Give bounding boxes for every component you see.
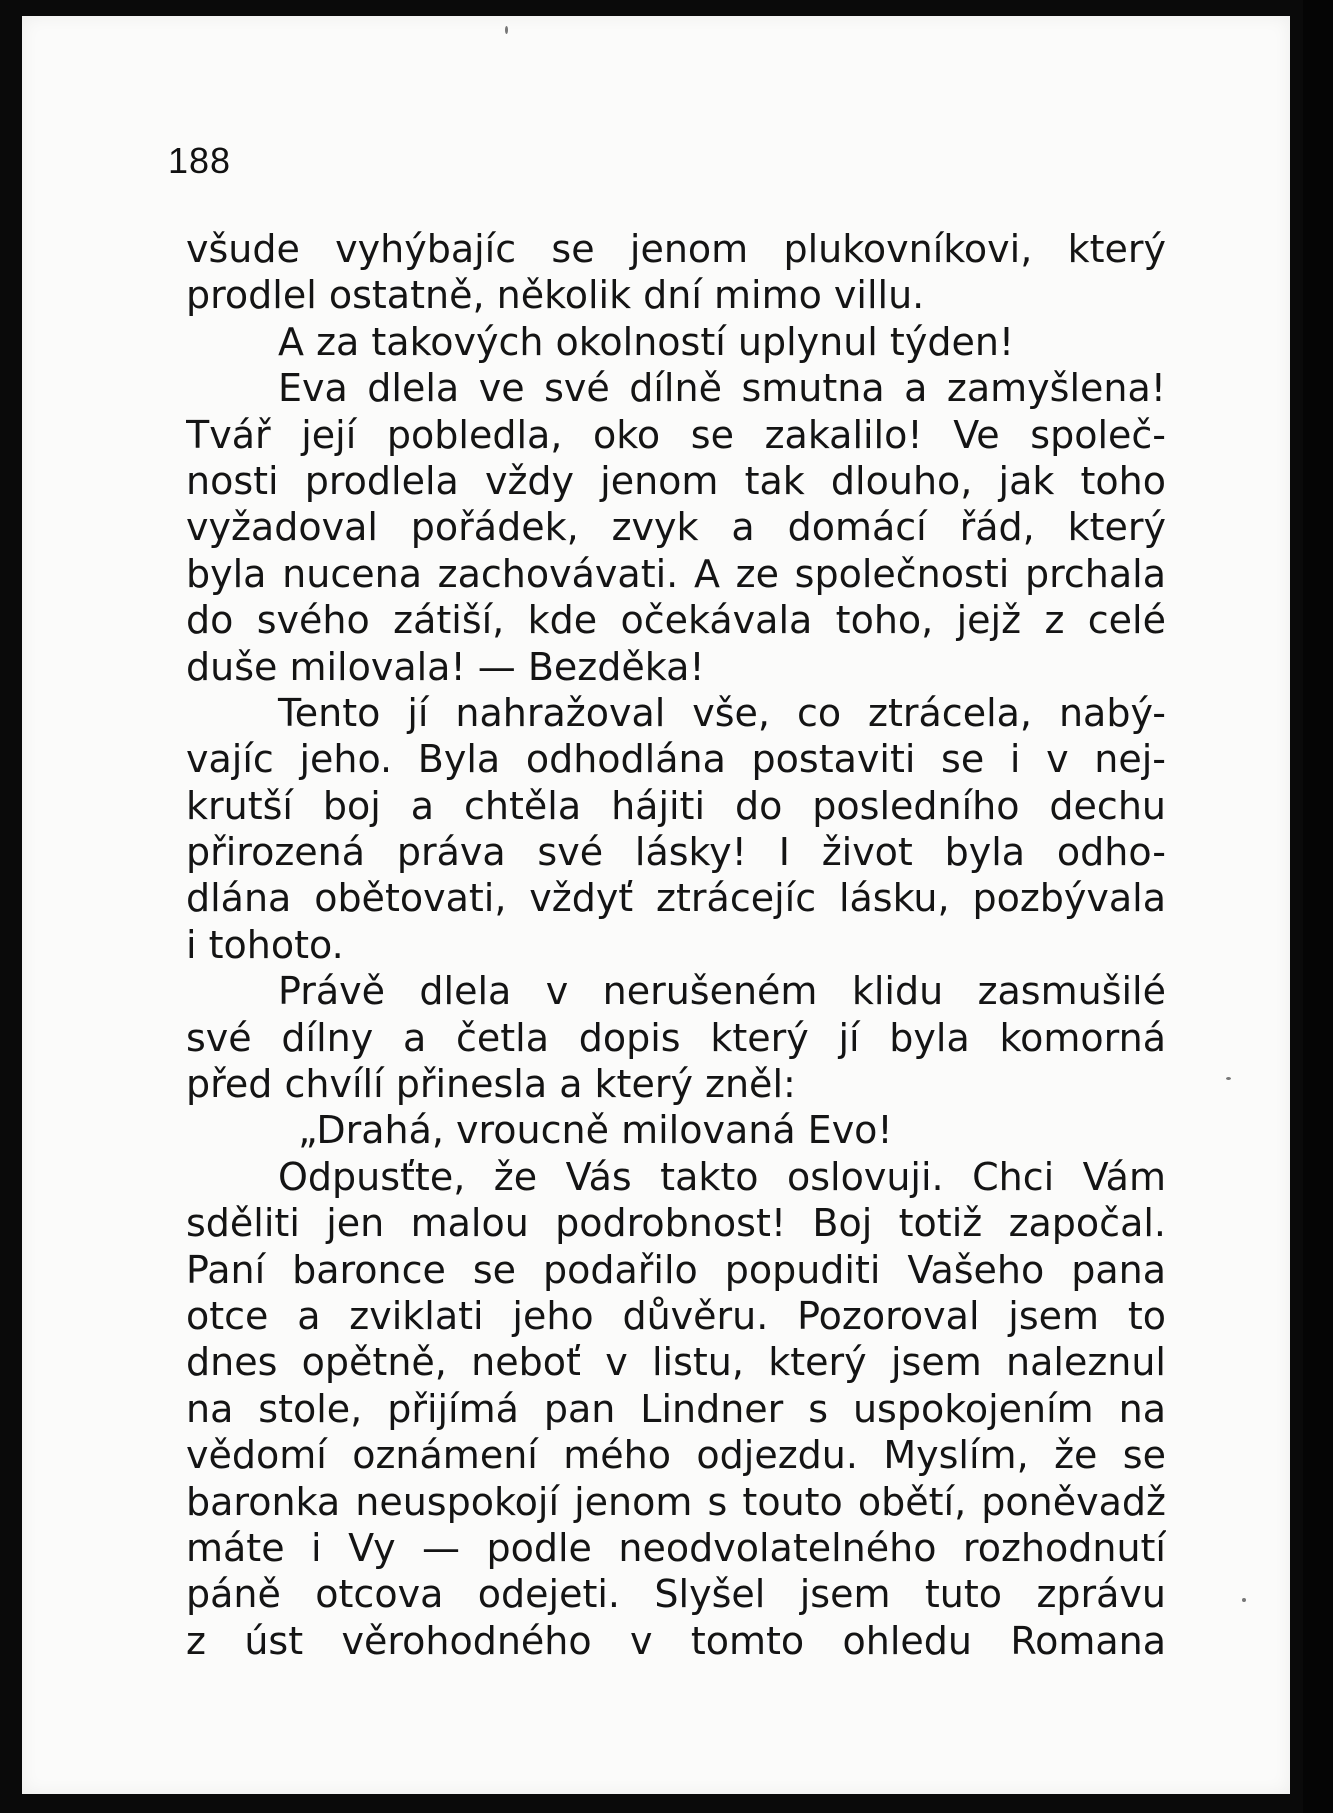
text-line: vajíc jeho. Byla odhodlána postaviti se i v nej- [186,737,1166,782]
scan-speck [1242,1598,1246,1602]
text-line: duše milovala! — Bezděka! [186,644,705,689]
text-line: své dílny a četla dopis který jí byla komorná [186,1015,1166,1060]
text-line: nosti prodlela vždy jenom tak dlouho, jak toho [186,458,1166,503]
text-line: dlána obětovati, vždyť ztrácejíc lásku, pozbývala [186,876,1166,921]
scan-right-edge [1303,0,1333,1813]
scan-speck [505,26,508,34]
text-line: páně otcova odejeti. Slyšel jsem tuto zprávu [186,1572,1166,1617]
text-line: Paní baronce se podařilo popuditi Vašeho pana [186,1247,1166,1292]
text-line: do svého zátiší, kde očekávala toho, jejž z celé [186,598,1166,643]
text-line: na stole, přijímá pan Lindner s uspokojením na [186,1386,1166,1431]
scan-speck [1226,1077,1231,1080]
text-line: Eva dlela ve své dílně smutna a zamyšlena! [278,366,1166,411]
text-line: z úst věrohodného v tomto ohledu Romana [186,1618,1166,1663]
text-line: před chvílí přinesla a který zněl: [186,1062,796,1107]
text-line: vědomí oznámení mého odjezdu. Myslím, že se [186,1433,1166,1478]
text-line: sděliti jen malou podrobnost! Boj totiž započal. [186,1201,1166,1246]
body-text [186,226,1166,1664]
text-line: Odpusťte, že Vás takto oslovuji. Chci Vám [278,1154,1166,1199]
text-line: otce a zviklati jeho důvěru. Pozoroval jsem to [186,1293,1166,1338]
text-line: byla nucena zachovávati. A ze společnosti prchala [186,551,1166,596]
text-line: i tohoto. [186,922,344,967]
text-line: všude vyhýbajíc se jenom plukovníkovi, který [186,227,1166,271]
text-line: Právě dlela v nerušeném klidu zasmušilé [278,969,1166,1014]
text-line: máte i Vy — podle neodvolatelného rozhodnutí [186,1525,1166,1570]
text-line: krutší boj a chtěla hájiti do posledního dechu [186,783,1166,828]
text-line: přirozená práva své lásky! I život byla odho- [186,830,1166,875]
text-line: A za takových okolností uplynul týden! [278,319,1015,364]
text-line: baronka neuspokojí jenom s touto obětí, poněvadž [186,1479,1166,1524]
text-line: „Drahá, vroucně milovaná Evo! [298,1108,893,1153]
page-number: 188 [168,140,232,181]
text-line: prodlel ostatně, několik dní mimo villu. [186,273,925,318]
text-line: dnes opětně, neboť v listu, který jsem naleznul [186,1340,1166,1385]
text-line: Tento jí nahražoval vše, co ztrácela, nabý- [278,690,1166,735]
text-line: vyžadoval pořádek, zvyk a domácí řád, který [186,505,1166,550]
text-line: Tvář její pobledla, oko se zakalilo! Ve společ- [186,412,1166,457]
